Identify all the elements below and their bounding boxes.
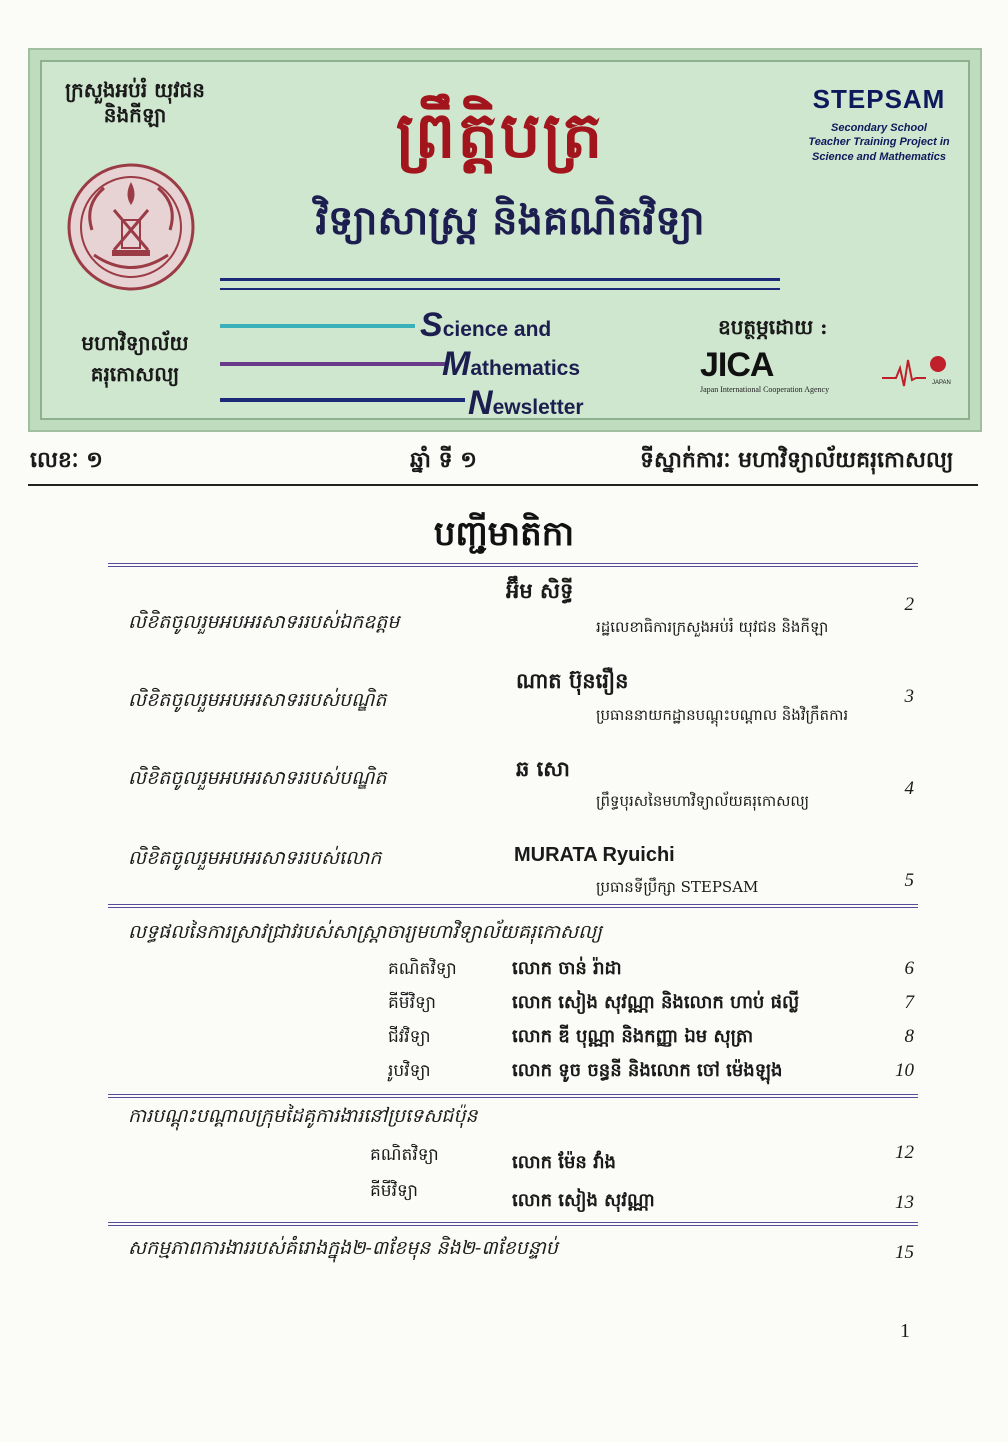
english-title: Science and Mathematics Newsletter (420, 306, 584, 422)
research-author: លោក ចាន់ រ៉ាដា (512, 958, 622, 979)
toc-entry-label: លិខិតចូលរួមអបអរសាទររបស់លោក (128, 847, 382, 869)
toc-entry-page: 3 (904, 686, 914, 707)
toc-entry-page: 7 (904, 992, 914, 1013)
toc-entry-page: 8 (904, 1026, 914, 1047)
year-number: ឆ្នាំ ទី ១ (410, 447, 477, 473)
research-author: លោក ឌី បុណ្ណា និងកញ្ញា ឯម សុត្រា (512, 1026, 754, 1047)
training-participant: លោក សៀង សុវណ្ណា (512, 1190, 655, 1211)
sponsor-label: ឧបត្ថម្ភដោយ : (718, 315, 828, 339)
section-heading: លទ្ធផលនៃការស្រាវជ្រាវរបស់សាស្ត្រាចារ្យមហាវិទ្យាល័យគរុកោសល្យ (128, 921, 602, 943)
stripe-purple (220, 362, 445, 366)
toc-entry-author: MURATA Ryuichi (514, 844, 675, 866)
toc-entry-page: 13 (895, 1192, 914, 1213)
subject-label: គីមីវិទ្យា (388, 993, 436, 1013)
toc-entry-page: 10 (895, 1060, 914, 1081)
title-divider-thin (220, 288, 780, 290)
toc-entry-role: ប្រធានទីប្រឹក្សា STEPSAM (596, 878, 759, 896)
toc-entry-label: លិខិតចូលរួមអបអរសាទររបស់ឯកឧត្តម (128, 611, 400, 633)
info-divider (28, 484, 978, 486)
university-name: មហាវិទ្យាល័យ គរុកោសល្យ (81, 331, 189, 386)
page-number: 1 (900, 1320, 910, 1342)
section-heading: ការបណ្តុះបណ្តាលក្រុមដៃគូការងារនៅប្រទេសជប៉ុន (128, 1105, 478, 1127)
office-address: ទីស្នាក់ការៈ មហាវិទ្យាល័យគរុកោសល្យ (640, 447, 954, 473)
research-author: លោក ទូច ចន្ធនី និងលោក ចៅ ម៉េងឡុង (512, 1060, 783, 1081)
university-seal-icon (64, 160, 198, 294)
newsletter-title-khmer: ព្រឹត្តិបត្រ (395, 98, 605, 173)
stepsam-block (800, 84, 958, 164)
issue-number: លេខៈ ១ (30, 447, 103, 473)
subject-label: គណិតវិទ្យា (370, 1145, 439, 1165)
toc-entry-author: អ៊ឹម សិទ្ធី (506, 578, 574, 603)
toc-entry-role: ព្រឹទ្ធបុរសនៃមហាវិទ្យាល័យគរុកោសល្យ (596, 792, 810, 810)
section-divider (108, 904, 918, 908)
toc-entry-page: 5 (904, 870, 914, 891)
section-divider (108, 1094, 918, 1098)
subject-label: គណិតវិទ្យា (388, 959, 457, 979)
jica-logo-block (700, 346, 880, 394)
stepsam-logo: STEPSAM (812, 84, 946, 114)
svg-text:JAPAN: JAPAN (932, 380, 951, 386)
toc-entry-page: 15 (895, 1242, 914, 1263)
toc-entry-label: លិខិតចូលរួមអបអរសាទររបស់បណ្ឌិត (128, 689, 387, 711)
ministry-name: ក្រសួងអប់រំ យុវជន និងកីឡា (65, 78, 205, 127)
subject-label: រូបវិទ្យា (388, 1061, 431, 1081)
jica-heartbeat-icon (882, 350, 952, 390)
research-author: លោក សៀង សុវណ្ណា និងលោក ហាប់ ផល្លី (512, 992, 800, 1013)
toc-entry-page: 6 (904, 958, 914, 979)
title-divider (220, 278, 780, 281)
toc-entry-author: ណាត ប៊ុនរឿន (516, 668, 629, 693)
toc-entry-page: 12 (895, 1142, 914, 1163)
newsletter-subtitle-khmer: វិទ្យាសាស្ត្រ និងគណិតវិទ្យា (315, 197, 705, 244)
toc-entry-label: លិខិតចូលរួមអបអរសាទររបស់បណ្ឌិត (128, 767, 387, 789)
section-divider (108, 563, 918, 567)
stripe-teal (220, 324, 415, 328)
toc-entry-page: 2 (904, 594, 914, 615)
subject-label: គីមីវិទ្យា (370, 1181, 418, 1201)
toc-entry-role: ប្រធាននាយកដ្ឋានបណ្តុះបណ្តាល និងវិក្រឹតការ (596, 706, 849, 724)
training-participant: លោក ម៉ែន វាំង (512, 1152, 616, 1173)
subject-label: ជីវវិទ្យា (388, 1027, 431, 1047)
section-divider (108, 1222, 918, 1226)
toc-entry-page: 4 (904, 778, 914, 799)
toc-entry-author: ឆ សោ (516, 756, 570, 781)
toc-title: បញ្ជីមាតិកា (433, 514, 575, 554)
stepsam-description: Secondary School Teacher Training Project in Science and Mathematics (808, 122, 950, 163)
toc-entry-role: រដ្ឋលេខាធិការក្រសួងអប់រំ យុវជន និងកីឡា (596, 618, 829, 636)
section-heading: សកម្មភាពការងាររបស់គំរោងក្នុង២-៣ខែមុន និង២-៣ខែបន្ទាប់ (128, 1237, 558, 1259)
jica-logo: JICA (700, 346, 774, 384)
jica-full-name: Japan International Cooperation Agency (700, 385, 830, 394)
